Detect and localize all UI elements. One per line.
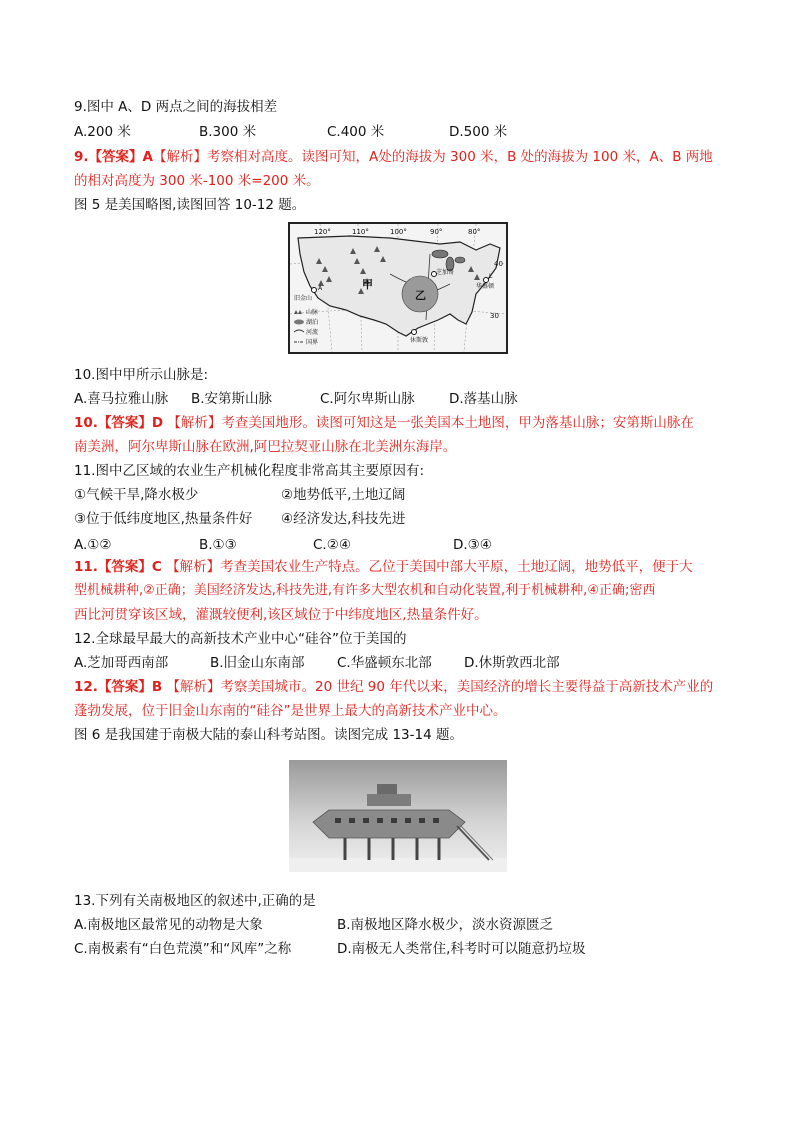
city-label-chicago: 芝加哥: [436, 269, 455, 276]
lon-label-80: 80°: [468, 228, 481, 236]
city-marker-san-francisco: [312, 288, 317, 293]
q12-option-a: A.芝加哥西南部: [74, 655, 169, 671]
q11-item-2: ②地势低平,土地辽阔: [281, 487, 406, 503]
q11-stem: 11.图中乙区域的农业生产机械化程度非常高其主要原因有:: [74, 463, 425, 479]
usa-outline: [298, 236, 500, 336]
q11-answer-line2: 型机械耕种,②正确；美国经济发达,科技先进,有许多大型农机和自动化装置,利于机械耕种,④正确;密西: [74, 583, 656, 598]
q9-option-d: D.500 米: [449, 124, 508, 140]
q11-option-b: B.①③: [199, 537, 237, 553]
q11-option-c: C.②④: [313, 537, 351, 553]
station-upper-level: [367, 794, 411, 806]
q12-answer-line1: 12.【答案】B 【解析】考察美国城市。20 世纪 90 年代以来，美国经济的增长主要得益于高新技术产业的: [74, 679, 714, 695]
q13-option-a: A.南极地区最常见的动物是大象: [74, 917, 263, 933]
q10-stem: 10.图中甲所示山脉是:: [74, 367, 209, 383]
q9-stem: 9.图中 A、D 两点之间的海拔相差: [74, 99, 278, 115]
city-marker-houston: [412, 330, 417, 335]
legend-lake-icon: [294, 320, 304, 325]
q10-answer-line1: 10.【答案】D 【解析】考查美国地形。读图可知这是一张美国本土地图，甲为落基山脉；安第斯山脉在: [74, 415, 694, 431]
q12-option-b: B.旧金山东南部: [210, 655, 305, 671]
region-jia-label: 甲: [362, 278, 373, 291]
legend-river-icon: [294, 330, 304, 332]
q10-answer-line2: 南美洲，阿尔卑斯山脉在欧洲,阿巴拉契亚山脉在北美洲东海岸。: [74, 439, 457, 455]
legend-label-lake: 湖泊: [306, 319, 319, 326]
q9-answer-line2: 的相对高度为 300 米-100 米=200 米。: [74, 173, 320, 189]
city-label-san-francisco: 旧金山: [294, 295, 313, 302]
lon-label-110: 110°: [352, 228, 369, 236]
q10-option-c: C.阿尔卑斯山脉: [320, 391, 415, 407]
q11-item-4: ④经济发达,科技先进: [281, 511, 406, 527]
city-marker-washington: [484, 278, 489, 283]
q10-option-d: D.落基山脉: [449, 391, 518, 407]
legend-label-river: 河流: [306, 329, 319, 336]
q11-answer-line1: 11.【答案】C 【解析】考查美国农业生产特点。乙位于美国中部大平原，土地辽阔，地势低平，便于大: [74, 559, 693, 575]
q9-option-c: C.400 米: [327, 124, 385, 140]
lon-label-100: 100°: [390, 228, 407, 236]
fig6-caption: 图 6 是我国建于南极大陆的泰山科考站图。读图完成 13-14 题。: [74, 727, 463, 743]
q11-option-a: A.①②: [74, 537, 112, 553]
point-label-a: A: [318, 285, 323, 292]
q11-option-d: D.③④: [453, 537, 492, 553]
lat-label-30: 30: [490, 312, 499, 320]
q11-item-3: ③位于低纬度地区,热量条件好: [74, 511, 253, 527]
q9-option-a: A.200 米: [74, 124, 131, 140]
lon-label-120: 120°: [314, 228, 331, 236]
q9-option-b: B.300 米: [199, 124, 257, 140]
region-yi-label: 乙: [415, 289, 426, 302]
snow-ground: [289, 858, 507, 872]
q12-answer-line2: 蓬勃发展，位于旧金山东南的“硅谷”是世界上最大的高新技术产业中心。: [74, 703, 507, 719]
q12-option-c: C.华盛顿东北部: [337, 655, 432, 671]
usa-map-figure: [288, 222, 508, 354]
lon-label-90: 90°: [430, 228, 443, 236]
q11-answer-line3: 西比河贯穿该区域，灌溉较便利,该区域位于中纬度地区,热量条件好。: [74, 607, 488, 623]
q10-option-a: A.喜马拉雅山脉: [74, 391, 169, 407]
q10-answer-tag: 10.【答案】D: [74, 415, 164, 431]
q12-stem: 12.全球最早最大的高新技术产业中心“硅谷”位于美国的: [74, 631, 407, 647]
q13-option-c: C.南极素有“白色荒漠”和“风库”之称: [74, 941, 292, 957]
lat-label-40: 40: [494, 260, 503, 268]
q9-answer-tag: 9.【答案】A: [74, 149, 153, 165]
station-top-box: [377, 784, 397, 794]
city-label-houston: 休斯敦: [410, 337, 429, 344]
q13-option-d: D.南极无人类常住,科考时可以随意扔垃圾: [337, 941, 586, 957]
q13-stem: 13.下列有关南极地区的叙述中,正确的是: [74, 893, 316, 909]
map-legend: [294, 308, 318, 346]
q13-option-b: B.南极地区降水极少，淡水资源匮乏: [337, 917, 554, 933]
q10-option-b: B.安第斯山脉: [191, 391, 273, 407]
legend-label-border: 国界: [306, 339, 319, 346]
station-main-body: [313, 810, 465, 838]
taishan-station-photo: [289, 760, 507, 872]
q11-answer-tag: 11.【答案】C: [74, 559, 162, 575]
legend-label-mountain: 山脉: [306, 309, 319, 316]
point-label-l: L: [489, 273, 493, 280]
q12-answer-tag: 12.【答案】B: [74, 679, 163, 695]
city-label-washington: 华盛顿: [476, 283, 495, 290]
q9-answer-line1: 9.【答案】A【解析】考察相对高度。读图可知，A处的海拔为 300 米，B 处的海拔为 100 米，A、B 两地: [74, 149, 713, 165]
q11-item-1: ①气候干旱,降水极少: [74, 487, 199, 503]
q12-option-d: D.休斯敦西北部: [464, 655, 560, 671]
fig5-caption: 图 5 是美国略图,读图回答 10-12 题。: [74, 197, 306, 213]
